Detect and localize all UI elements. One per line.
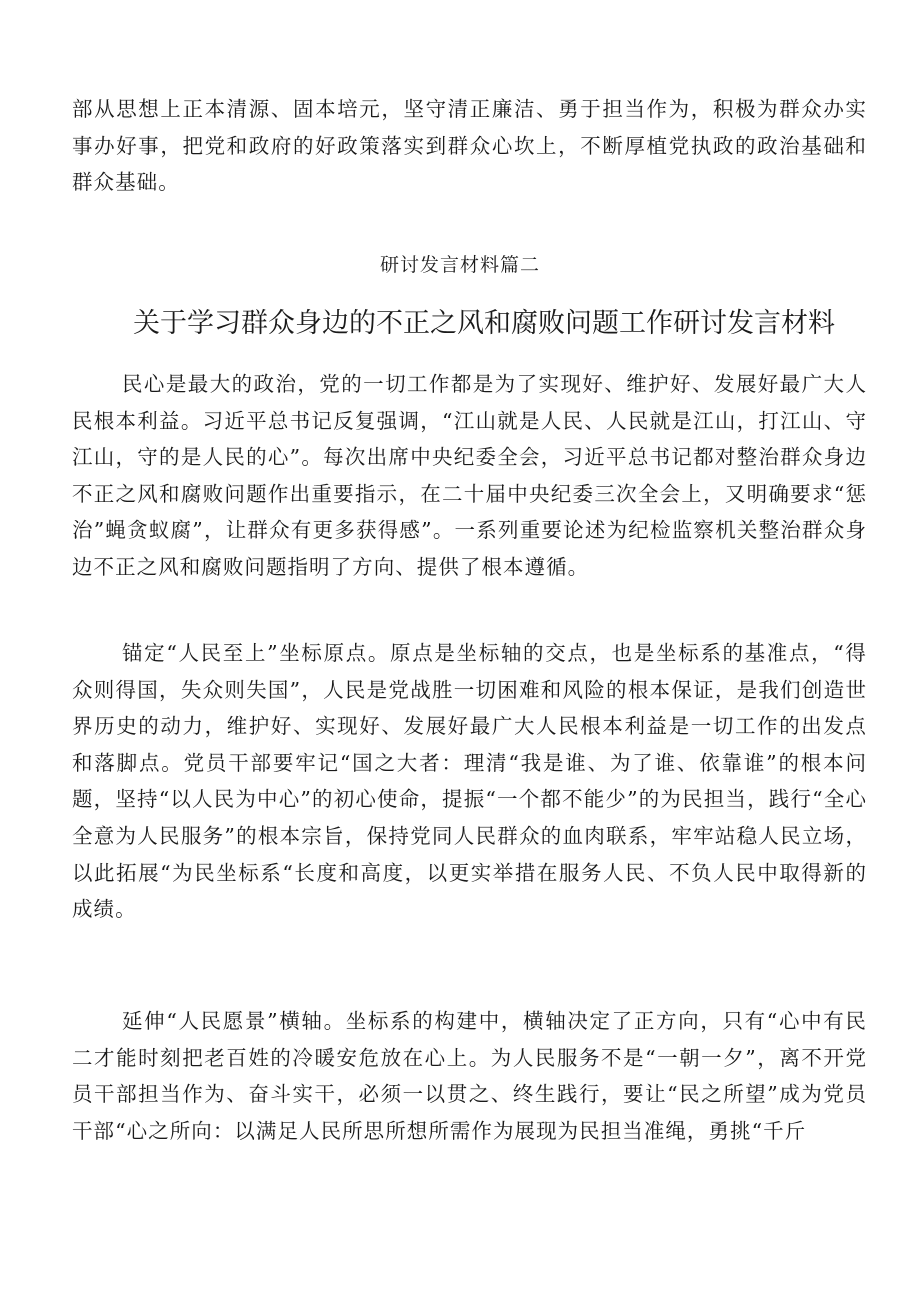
document-title: 关于学习群众身边的不正之风和腐败问题工作研讨发言材料: [133, 308, 835, 339]
body-paragraph-1: 民心是最大的政治，党的一切工作都是为了实现好、维护好、发展好最广大人民根本利益。习近平总书记反复强调，“江山就是人民、人民就是江山，打江山、守江山，守的是人民的心”。每次出席中央纪委全会，习近平总书记都对整治群众身边不正之风和腐败问题作出重要指示，在二十届中央纪委三次全会上，又明确要求“惩治”蝇贪蚁腐”，让群众有更多获得感”。一系列重要论述为纪检监察机关整治群众身边不正之风和腐败问题指明了方向、提供了根本遵循。: [72, 372, 867, 579]
section-label: 研讨发言材料篇二: [379, 254, 540, 276]
body-paragraph-2: 锚定“人民至上”坐标原点。原点是坐标轴的交点，也是坐标系的基准点，“得众则得国，失众则失国”，人民是党战胜一切困难和风险的根本保证，是我们创造世界历史的动力，维护好、实现好、发展好最广大人民根本利益是一切工作的出发点和落脚点。党员干部要牢记“国之大者：理清“我是谁、为了谁、依靠谁”的根本问题，坚持“以人民为中心”的初心使命，提振“一个都不能少”的为民担当，践行“全心全意为人民服务”的根本宗旨，保持党同人民群众的血肉联系，牢牢站稳人民立场，以此拓展“为民坐标系“长度和高度，以更实举措在服务人民、不负人民中取得新的成绩。: [72, 641, 867, 922]
body-paragraph-3: 延伸“人民愿景”横轴。坐标系的构建中，横轴决定了正方向，只有“心中有民二才能时刻把老百姓的冷暖安危放在心上。为人民服务不是“一朝一夕”，离不开党员干部担当作为、奋斗实干，必须一以贯之、终生践行，要让“民之所望”成为党员干部“心之所向：以满足人民所思所想所需作为展现为民担当准绳，勇挑“千斤: [72, 1009, 867, 1143]
paragraph-continued: 部从思想上正本清源、固本培元，坚守清正廉洁、勇于担当作为，积极为群众办实事办好事，把党和政府的好政策落实到群众心坎上，不断厚植党执政的政治基础和群众基础。: [72, 97, 867, 195]
